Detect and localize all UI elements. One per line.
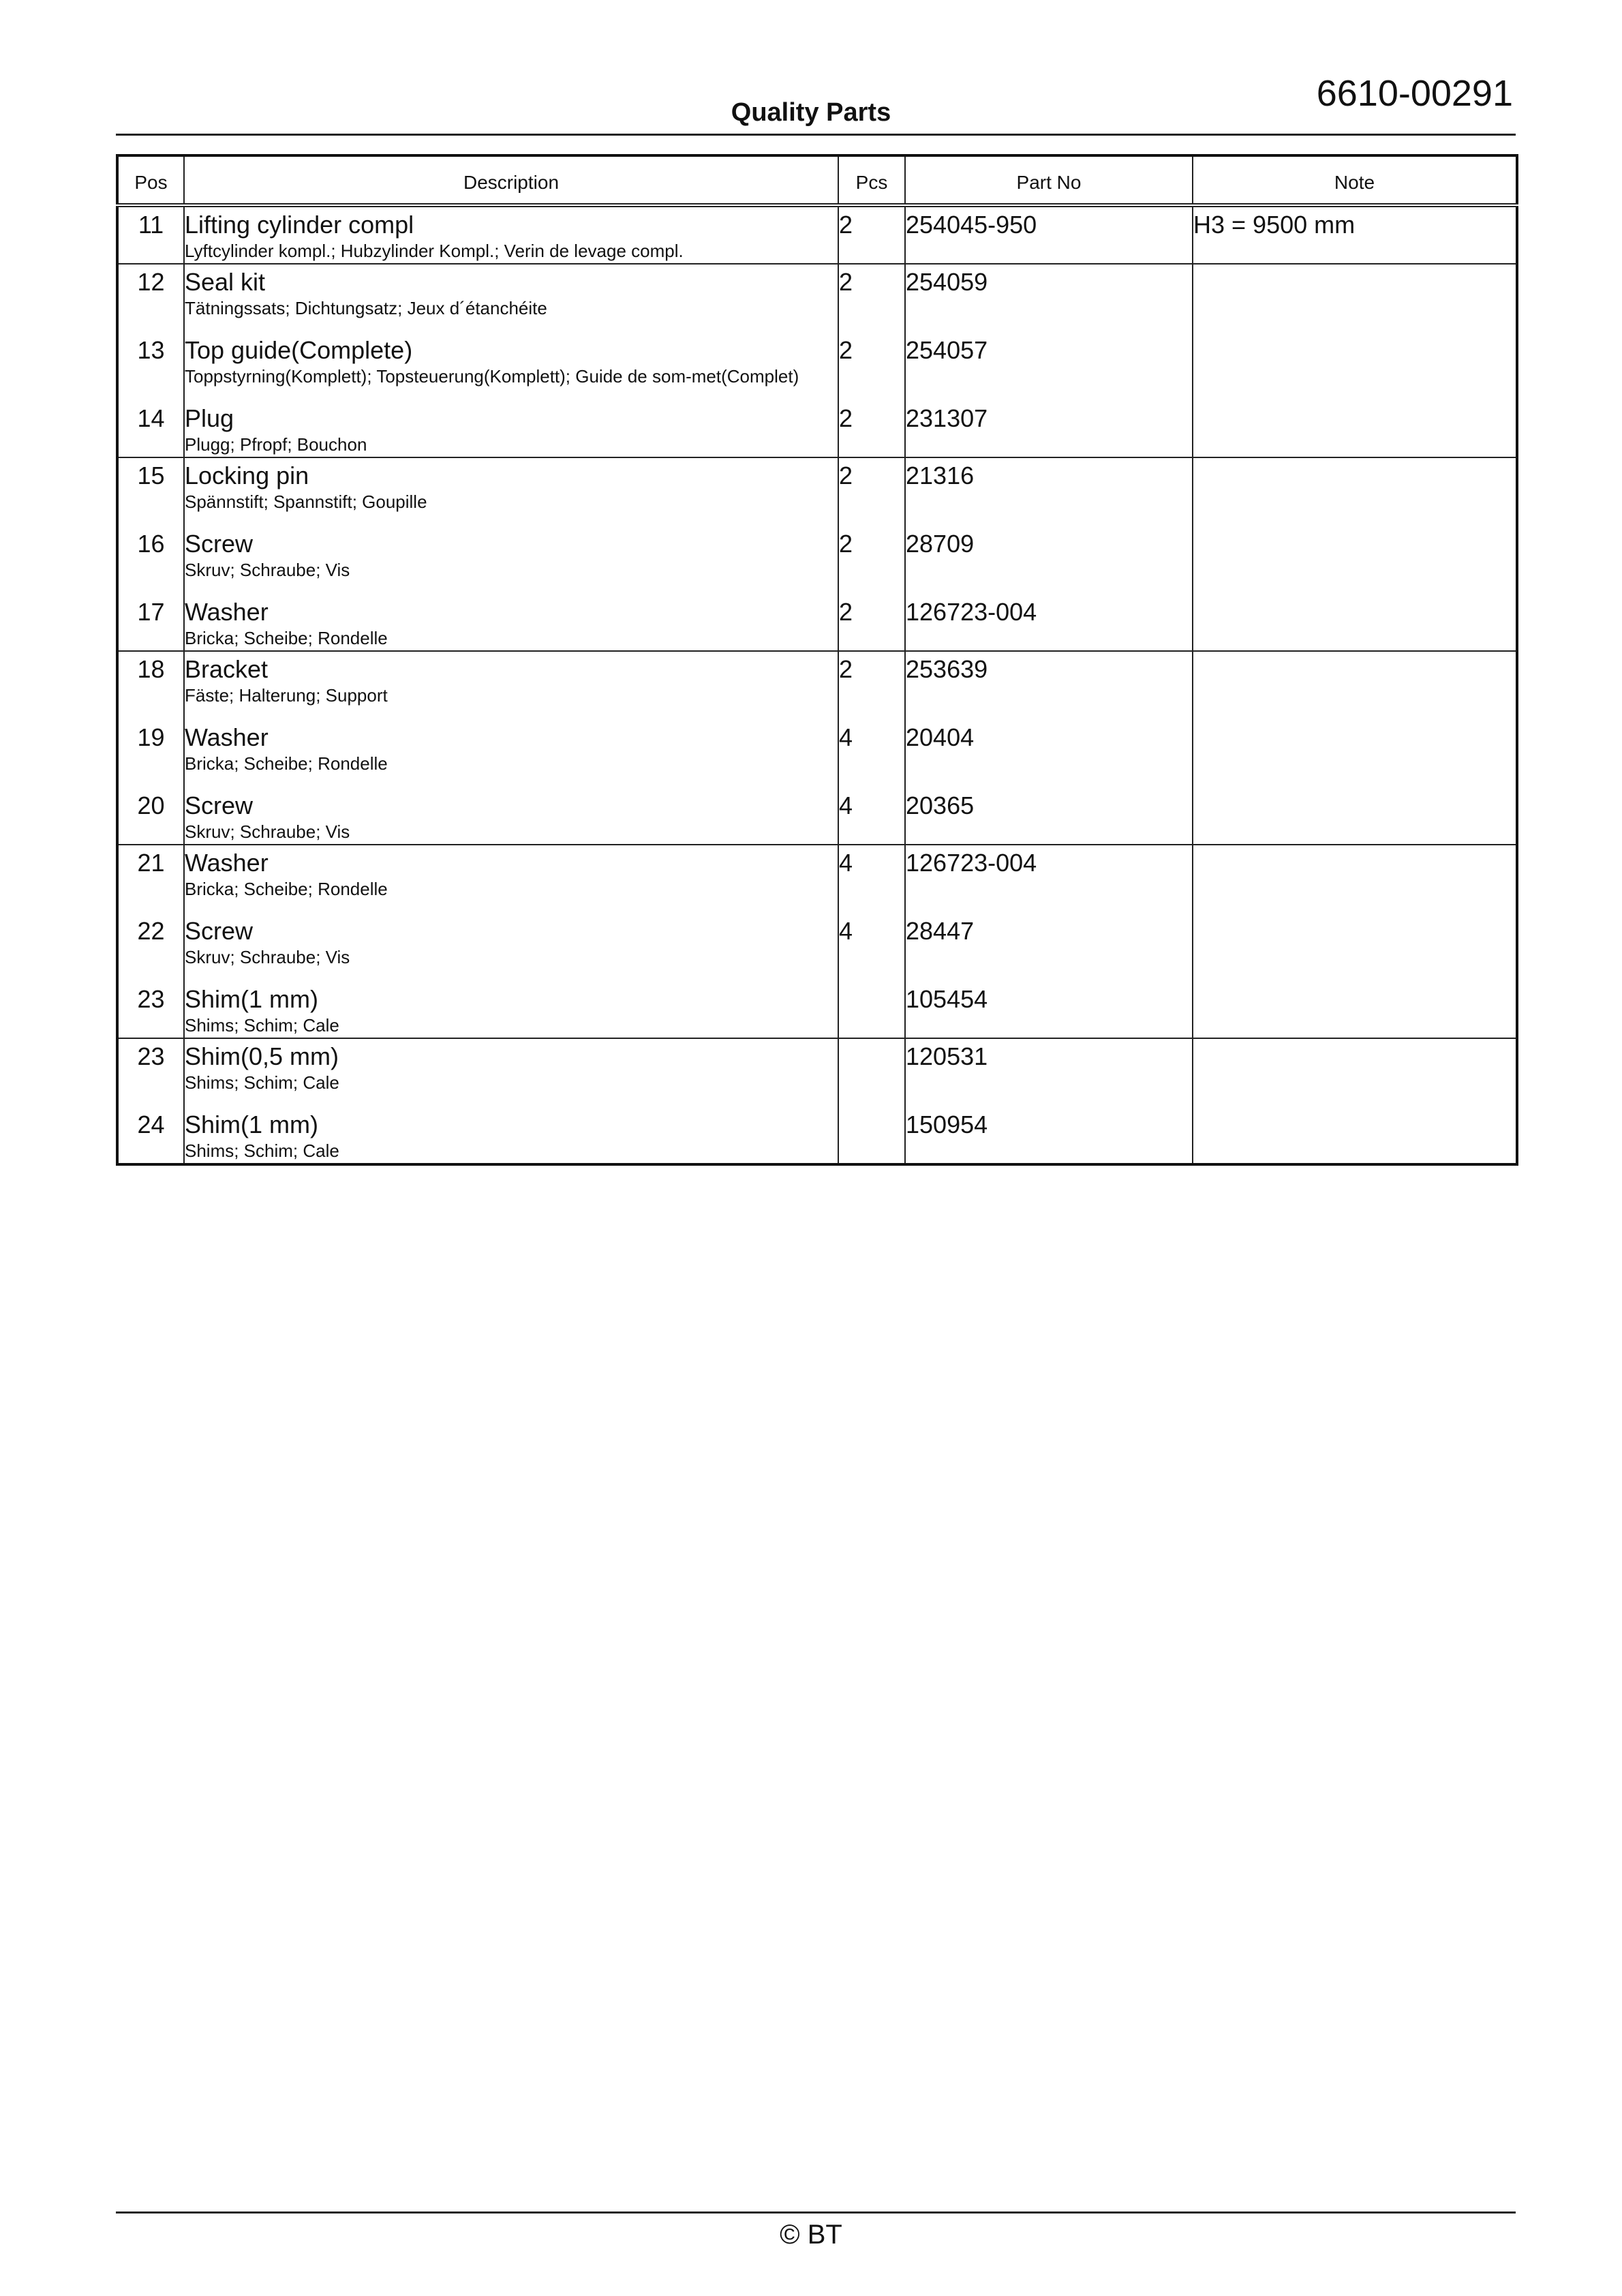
- part-name: Locking pin: [185, 462, 309, 489]
- cell-description: [184, 901, 838, 969]
- cell-pos: [117, 514, 184, 582]
- parts-table: [116, 154, 1518, 1166]
- cell-part-no: [905, 845, 1193, 901]
- position-number: 13: [137, 336, 165, 364]
- cell-part-no: [905, 901, 1193, 969]
- piece-count: 2: [839, 530, 853, 558]
- cell-part-no: [905, 582, 1193, 651]
- column-header-description: Description: [184, 155, 838, 205]
- cell-note: [1193, 1095, 1517, 1164]
- part-name: Plug: [185, 404, 234, 432]
- cell-pcs: [838, 1038, 905, 1095]
- part-number: 150954: [906, 1111, 988, 1138]
- part-name: Top guide(Complete): [185, 336, 413, 364]
- part-translation: Shims; Schim; Cale: [185, 1141, 339, 1161]
- cell-description: [184, 582, 838, 651]
- table-row: [117, 1095, 1517, 1164]
- copyright-text: © BT: [780, 2220, 842, 2250]
- cell-note: [1193, 708, 1517, 776]
- part-name: Lifting cylinder compl: [185, 211, 414, 239]
- cell-pcs: [838, 582, 905, 651]
- part-number: 21316: [906, 462, 975, 489]
- table-row: [117, 708, 1517, 776]
- part-translation: Lyftcylinder kompl.; Hubzylinder Kompl.; Verin de levage compl.: [185, 241, 684, 261]
- cell-note: [1193, 582, 1517, 651]
- part-number: 126723-004: [906, 849, 1037, 877]
- column-header-note: Note: [1193, 155, 1517, 205]
- cell-pcs: [838, 651, 905, 708]
- part-number: 28709: [906, 530, 975, 558]
- position-number: 19: [137, 723, 165, 751]
- cell-description: [184, 845, 838, 901]
- part-number: 254059: [906, 268, 988, 296]
- cell-note: [1193, 969, 1517, 1038]
- cell-pos: [117, 320, 184, 389]
- cell-pos: [117, 1095, 184, 1164]
- table-row: [117, 845, 1517, 901]
- cell-note: [1193, 845, 1517, 901]
- part-translation: Fäste; Halterung; Support: [185, 685, 388, 706]
- position-number: 23: [137, 1042, 165, 1070]
- cell-pos: [117, 651, 184, 708]
- position-number: 18: [137, 655, 165, 683]
- cell-note: [1193, 389, 1517, 457]
- cell-note: [1193, 776, 1517, 845]
- cell-description: [184, 1095, 838, 1164]
- cell-pos: [117, 1038, 184, 1095]
- part-translation: Bricka; Scheibe; Rondelle: [185, 753, 388, 774]
- table-row: [117, 457, 1517, 514]
- table-row: [117, 514, 1517, 582]
- table-row: [117, 320, 1517, 389]
- part-number: 20365: [906, 791, 975, 819]
- part-translation: Toppstyrning(Komplett); Topsteuerung(Komplett); Guide de som-met(Complet): [185, 366, 799, 387]
- part-translation: Shims; Schim; Cale: [185, 1015, 339, 1036]
- cell-pos: [117, 901, 184, 969]
- cell-pos: [117, 708, 184, 776]
- position-number: 15: [137, 462, 165, 489]
- position-number: 22: [137, 917, 165, 945]
- part-name: Shim(1 mm): [185, 1111, 318, 1138]
- cell-pcs: [838, 708, 905, 776]
- cell-description: [184, 708, 838, 776]
- piece-count: 4: [839, 791, 853, 819]
- part-translation: Skruv; Schraube; Vis: [185, 560, 350, 580]
- position-number: 11: [138, 211, 164, 239]
- table-row: [117, 776, 1517, 845]
- cell-pcs: [838, 776, 905, 845]
- cell-note: [1193, 651, 1517, 708]
- part-translation: Skruv; Schraube; Vis: [185, 821, 350, 842]
- cell-description: [184, 651, 838, 708]
- cell-pos: [117, 582, 184, 651]
- table-row: [117, 651, 1517, 708]
- piece-count: 2: [839, 462, 853, 489]
- cell-pcs: [838, 1095, 905, 1164]
- position-number: 16: [137, 530, 165, 558]
- column-header-pos: Pos: [117, 155, 184, 205]
- cell-description: [184, 264, 838, 320]
- piece-count: 4: [839, 849, 853, 877]
- cell-pos: [117, 845, 184, 901]
- table-body: [117, 205, 1517, 1164]
- piece-count: 4: [839, 723, 853, 751]
- document-number: 6610-00291: [1316, 73, 1513, 114]
- header-divider: [116, 134, 1516, 136]
- cell-pos: [117, 457, 184, 514]
- cell-pos: [117, 264, 184, 320]
- cell-pcs: [838, 845, 905, 901]
- table-row: [117, 205, 1517, 264]
- part-number: 126723-004: [906, 598, 1037, 626]
- cell-pcs: [838, 320, 905, 389]
- cell-pos: [117, 969, 184, 1038]
- position-number: 21: [137, 849, 165, 877]
- cell-part-no: [905, 1095, 1193, 1164]
- cell-description: [184, 320, 838, 389]
- cell-part-no: [905, 651, 1193, 708]
- position-number: 17: [137, 598, 165, 626]
- cell-description: [184, 514, 838, 582]
- cell-note: [1193, 1038, 1517, 1095]
- cell-pcs: [838, 514, 905, 582]
- piece-count: 2: [839, 598, 853, 626]
- position-number: 23: [137, 985, 165, 1013]
- part-name: Seal kit: [185, 268, 266, 296]
- part-translation: Bricka; Scheibe; Rondelle: [185, 628, 388, 648]
- part-translation: Plugg; Pfropf; Bouchon: [185, 434, 367, 455]
- cell-part-no: [905, 969, 1193, 1038]
- cell-note: [1193, 320, 1517, 389]
- table-row: [117, 264, 1517, 320]
- part-translation: Bricka; Scheibe; Rondelle: [185, 879, 388, 899]
- part-name: Screw: [185, 791, 254, 819]
- cell-part-no: [905, 708, 1193, 776]
- part-name: Screw: [185, 530, 254, 558]
- cell-note: [1193, 457, 1517, 514]
- part-number: 254045-950: [906, 211, 1037, 239]
- cell-part-no: [905, 264, 1193, 320]
- part-name: Washer: [185, 723, 269, 751]
- part-number: 105454: [906, 985, 988, 1013]
- cell-part-no: [905, 389, 1193, 457]
- cell-part-no: [905, 776, 1193, 845]
- table-row: [117, 901, 1517, 969]
- part-translation: Tätningssats; Dichtungsatz; Jeux d´étanchéite: [185, 298, 547, 318]
- cell-part-no: [905, 457, 1193, 514]
- cell-description: [184, 457, 838, 514]
- cell-description: [184, 1038, 838, 1095]
- piece-count: 2: [839, 404, 853, 432]
- part-name: Shim(1 mm): [185, 985, 318, 1013]
- cell-pcs: [838, 969, 905, 1038]
- table-header-row: [117, 155, 1517, 205]
- footer-divider: [116, 2211, 1516, 2214]
- piece-count: 4: [839, 917, 853, 945]
- cell-pcs: [838, 457, 905, 514]
- cell-pcs: [838, 901, 905, 969]
- part-translation: Shims; Schim; Cale: [185, 1072, 339, 1093]
- cell-note: [1193, 514, 1517, 582]
- part-number: 120531: [906, 1042, 988, 1070]
- table-row: [117, 1038, 1517, 1095]
- column-header-pcs: Pcs: [838, 155, 905, 205]
- cell-part-no: [905, 205, 1193, 264]
- cell-description: [184, 776, 838, 845]
- part-number: 253639: [906, 655, 988, 683]
- cell-description: [184, 205, 838, 264]
- part-number: 20404: [906, 723, 975, 751]
- part-number: 28447: [906, 917, 975, 945]
- cell-pcs: [838, 205, 905, 264]
- part-name: Bracket: [185, 655, 269, 683]
- part-name: Washer: [185, 849, 269, 877]
- cell-pos: [117, 205, 184, 264]
- page-title: Quality Parts: [731, 98, 891, 127]
- table-row: [117, 582, 1517, 651]
- part-number: 254057: [906, 336, 988, 364]
- position-number: 24: [137, 1111, 165, 1138]
- part-name: Screw: [185, 917, 254, 945]
- cell-part-no: [905, 514, 1193, 582]
- cell-description: [184, 389, 838, 457]
- part-number: 231307: [906, 404, 988, 432]
- piece-count: 2: [839, 336, 853, 364]
- cell-part-no: [905, 1038, 1193, 1095]
- position-number: 20: [137, 791, 165, 819]
- cell-pos: [117, 389, 184, 457]
- part-name: Shim(0,5 mm): [185, 1042, 339, 1070]
- column-header-part-no: Part No: [905, 155, 1193, 205]
- part-translation: Skruv; Schraube; Vis: [185, 947, 350, 967]
- cell-note: [1193, 205, 1517, 264]
- table-row: [117, 969, 1517, 1038]
- piece-count: 2: [839, 655, 853, 683]
- piece-count: 2: [839, 268, 853, 296]
- part-note: H3 = 9500 mm: [1193, 211, 1356, 239]
- position-number: 12: [137, 268, 165, 296]
- cell-pcs: [838, 389, 905, 457]
- cell-note: [1193, 264, 1517, 320]
- piece-count: 2: [839, 211, 853, 239]
- cell-part-no: [905, 320, 1193, 389]
- part-translation: Spännstift; Spannstift; Goupille: [185, 492, 427, 512]
- part-name: Washer: [185, 598, 269, 626]
- cell-pcs: [838, 264, 905, 320]
- cell-pos: [117, 776, 184, 845]
- position-number: 14: [137, 404, 165, 432]
- table-row: [117, 389, 1517, 457]
- cell-description: [184, 969, 838, 1038]
- cell-note: [1193, 901, 1517, 969]
